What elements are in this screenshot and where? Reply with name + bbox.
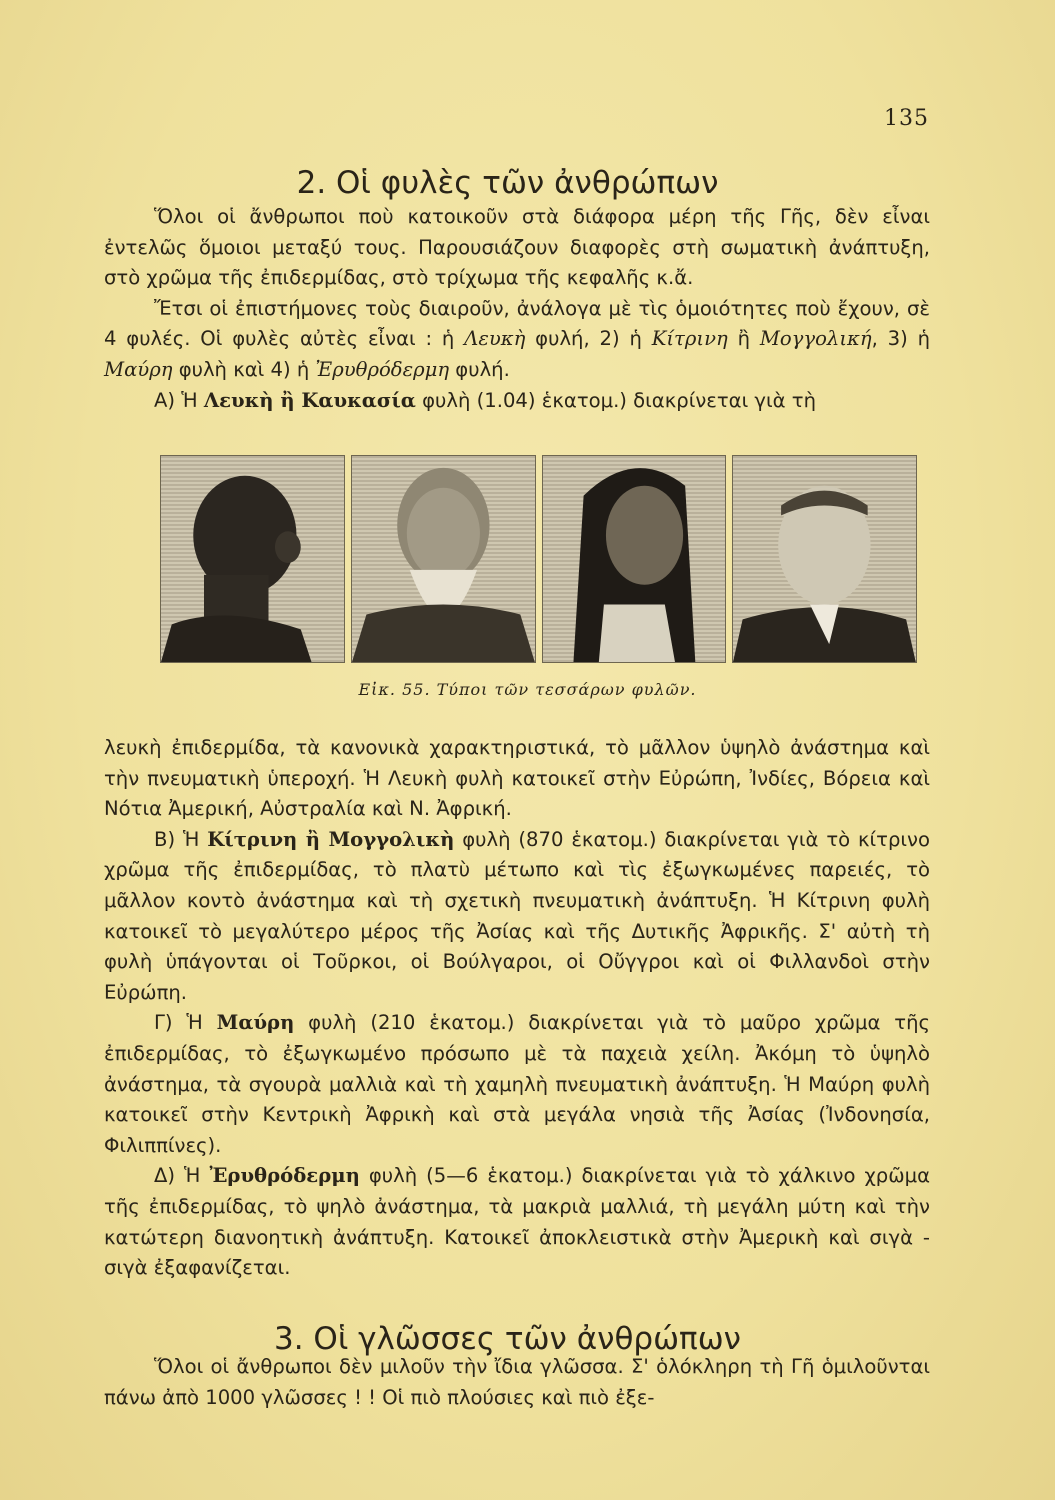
portrait-black-race xyxy=(160,455,345,663)
section-title-races: 2. Οἱ φυλὲς τῶν ἀνθρώπων xyxy=(296,164,719,201)
paragraph-languages: Ὅλοι οἱ ἄνθρωποι δὲν μιλοῦν τὴν ἴδια γλῶσσα. Σ' ὁλόκληρη τὴ Γῆ ὁμιλοῦνται πάνω ἀπὸ 1000 γλῶσσες ! ! Οἱ πιὸ πλούσιες καὶ πιὸ ἐξε- xyxy=(104,1355,930,1409)
race-name-yellow: Κίτρινη xyxy=(651,327,728,351)
figure-caption: Εἰκ. 55. Τύποι τῶν τεσσάρων φυλῶν. xyxy=(358,680,697,699)
race-name-white: Λευκὴ xyxy=(464,327,526,351)
paragraph-a-cont: λευκὴ ἐπιδερμίδα, τὰ κανονικὰ χαρακτηριστικά, τὸ μᾶλλον ὑψηλὸ ἀνάστημα καὶ τὴν πνευματικὴ ὑπεροχή. Ἡ Λευκὴ φυλὴ κατοικεῖ στὴν Εὐρώπη, Ἰνδίες, Βόρεια καὶ Νότια Ἀμερική, Αὐστραλία καὶ Ν. Ἀφρική. xyxy=(104,736,930,821)
bold-term-black: Μαύρη xyxy=(216,1011,295,1035)
text-block-races xyxy=(104,733,930,1284)
section-title-languages: 3. Οἱ γλῶσσες τῶν ἀνθρώπων xyxy=(273,1320,741,1357)
text-block-intro xyxy=(104,202,930,416)
figure-portraits xyxy=(160,455,917,663)
bold-term-white: Λευκὴ ἢ Καυκασία xyxy=(203,388,416,412)
race-name-redskin: Ἐρυθρόδερμη xyxy=(315,357,450,381)
portrait-redskin-race xyxy=(542,455,727,663)
portrait-image xyxy=(733,456,916,662)
race-name-mongoloid: Μογγολική xyxy=(759,327,872,351)
portrait-image xyxy=(543,456,726,662)
paragraph-c: Γ) Ἡ Μαύρη φυλὴ (210 ἑκατομ.) διακρίνεται γιὰ τὸ μαῦρο χρῶμα τῆς ἐπιδερμίδας, τὸ ἐξωγκωμένο πρόσωπο μὲ τὰ παχειὰ χείλη. Ἀκόμη τὸ ὑψηλὸ ἀνάστημα, τὰ σγουρὰ μαλλιὰ καὶ τὴ χαμηλὴ πνευματικὴ ἀνάπτυξη. Ἡ Μαύρη φυλὴ κατοικεῖ στὴν Κεντρικὴ Ἀφρικὴ καὶ στὰ μεγάλα νησιὰ τῆς Ἀσίας (Ἰνδονησία, Φιλιππίνες). xyxy=(104,1011,930,1157)
bold-term-redskin: Ἐρυθρόδερμη xyxy=(209,1164,360,1188)
bold-term-yellow: Κίτρινη ἢ Μογγολικὴ xyxy=(207,827,455,851)
page-number: 135 xyxy=(884,106,929,131)
paragraph-intro: Ὅλοι οἱ ἄνθρωποι ποὺ κατοικοῦν στὰ διάφορα μέρη τῆς Γῆς, δὲν εἶναι ἐντελῶς ὅμοιοι μεταξύ τους. Παρουσιάζουν διαφορὲς στὴ σωματικὴ ἀνάπτυξη, στὸ χρῶμα τῆς ἐπιδερμίδας, στὸ τρίχωμα τῆς κεφαλῆς κ.ἄ. xyxy=(104,205,930,290)
race-name-black: Μαύρη xyxy=(104,357,173,381)
text-block-languages xyxy=(104,1352,930,1413)
paragraph-b: Β) Ἡ Κίτρινη ἢ Μογγολικὴ φυλὴ (870 ἑκατομ.) διακρίνεται γιὰ τὸ κίτρινο χρῶμα τῆς ἐπιδερμίδας, τὸ πλατὺ μέτωπο καὶ τὶς ἐξωγκωμένες παρειές, τὸ μᾶλλον κοντὸ ἀνάστημα καὶ τὴ σχετικὴ πνευματικὴ ἀνάπτυξη. Ἡ Κίτρινη φυλὴ κατοικεῖ τὸ μεγαλύτερο μέρος τῆς Ἀσίας καὶ τῆς Δυτικῆς Ἀφρικῆς. Σ' αὐτὴ τὴ φυλὴ ὑπάγονται οἱ Τοῦρκοι, οἱ Βούλγαροι, οἱ Οὔγγροι καὶ οἱ Φιλλανδοὶ στὴν Εὐρώπη. xyxy=(104,827,930,1004)
portrait-yellow-race xyxy=(351,455,536,663)
paragraph-a-start: Α) Ἡ Λευκὴ ἢ Καυκασία φυλὴ (1.04) ἑκατομ.) διακρίνεται γιὰ τὴ xyxy=(154,388,817,412)
paragraph-d: Δ) Ἡ Ἐρυθρόδερμη φυλὴ (5—6 ἑκατομ.) διακρίνεται γιὰ τὸ χάλκινο χρῶμα τῆς ἐπιδερμίδας, τὸ ψηλὸ ἀνάστημα, τὰ μακριὰ μαλλιά, τὴ μεγάλη μύτη καὶ τὴν κατώτερη διανοητικὴ ἀνάπτυξη. Κατοικεῖ ἀποκλειστικὰ στὴν Ἀμερικὴ καὶ σιγὰ - σιγὰ ἐξαφανίζεται. xyxy=(104,1164,931,1280)
portrait-image xyxy=(161,456,344,662)
paragraph-classification: Ἔτσι οἱ ἐπιστήμονες τοὺς διαιροῦν, ἀνάλογα μὲ τὶς ὁμοιότητες ποὺ ἔχουν, σὲ 4 φυλές. Οἱ φυλὲς αὐτὲς εἶναι : ἡ Λευκὴ φυλή, 2) ἡ Κίτρινη ἢ Μογγολική, 3) ἡ Μαύρη φυλὴ καὶ 4) ἡ Ἐρυθρόδερμη φυλή. xyxy=(104,296,931,381)
portrait-image xyxy=(352,456,535,662)
portrait-white-race xyxy=(732,455,917,663)
